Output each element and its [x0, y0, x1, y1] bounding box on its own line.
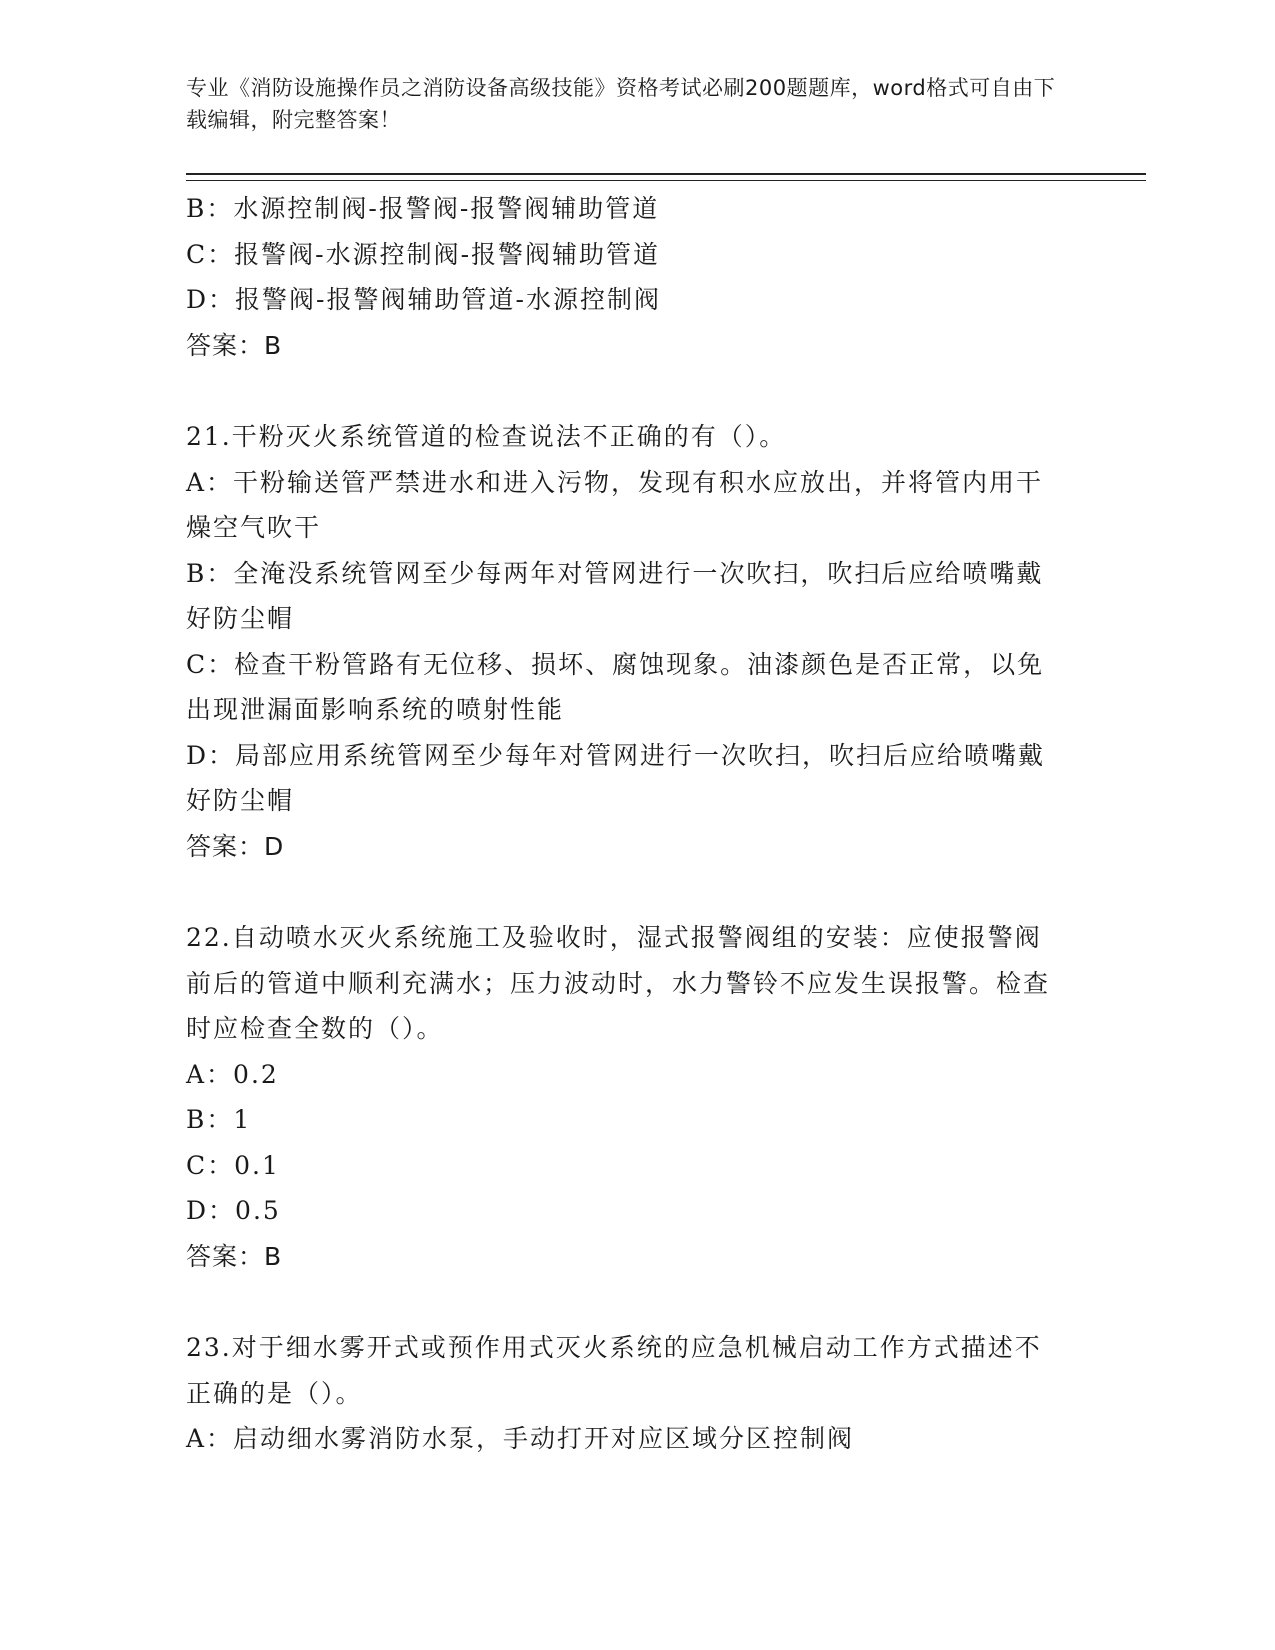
header-divider	[186, 173, 1146, 175]
document-header: 专业《消防设施操作员之消防设备高级技能》资格考试必刷200题题库，word格式可自由下载编辑，附完整答案！	[186, 76, 1056, 132]
option-c: C：报警阀-水源控制阀-报警阀辅助管道	[186, 239, 661, 269]
option-d: D：报警阀-报警阀辅助管道-水源控制阀	[186, 285, 661, 314]
option-d: D：局部应用系统管网至少每年对管网进行一次吹扫，吹扫后应给喷嘴戴好防尘帽	[186, 740, 1046, 815]
option-b: B：全淹没系统管网至少每两年对管网进行一次吹扫，吹扫后应给喷嘴戴好防尘帽	[186, 558, 1044, 633]
question-text: 23.对于细水雾开式或预作用式灭火系统的应急机械启动工作方式描述不正确的是（）。	[186, 1333, 1042, 1408]
question-text: 22.自动喷水灭火系统施工及验收时，湿式报警阀组的安装：应使报警阀前后的管道中顺利充满水；压力波动时，水力警铃不应发生误报警。检查时应检查全数的（）。	[186, 923, 1051, 1043]
question-block-22	[186, 915, 1066, 1279]
option-a: A：启动细水雾消防水泵，手动打开对应区域分区控制阀	[186, 1424, 855, 1453]
option-b: B：水源控制阀-报警阀-报警阀辅助管道	[186, 194, 660, 223]
answer: 答案：D	[186, 831, 285, 861]
answer: 答案：B	[186, 1241, 283, 1271]
page-content	[186, 186, 1066, 1462]
question-block-23	[186, 1325, 1066, 1462]
option-c: C：0.1	[186, 1150, 280, 1180]
option-b: B：1	[186, 1105, 252, 1134]
header-divider-thin	[186, 180, 1146, 181]
option-a: A：0.2	[186, 1059, 279, 1089]
answer: 答案：B	[186, 330, 283, 360]
option-c: C：检查干粉管路有无位移、损坏、腐蚀现象。油漆颜色是否正常，以免出现泄漏面影响系统的喷射性能	[186, 649, 1045, 724]
question-block-21	[186, 414, 1066, 869]
option-d: D：0.5	[186, 1196, 281, 1225]
option-a: A：干粉输送管严禁进水和进入污物，发现有积水应放出，并将管内用干燥空气吹干	[186, 467, 1044, 542]
question-text: 21.干粉灭火系统管道的检查说法不正确的有（）。	[186, 422, 787, 451]
question-block-prev	[186, 186, 1066, 368]
